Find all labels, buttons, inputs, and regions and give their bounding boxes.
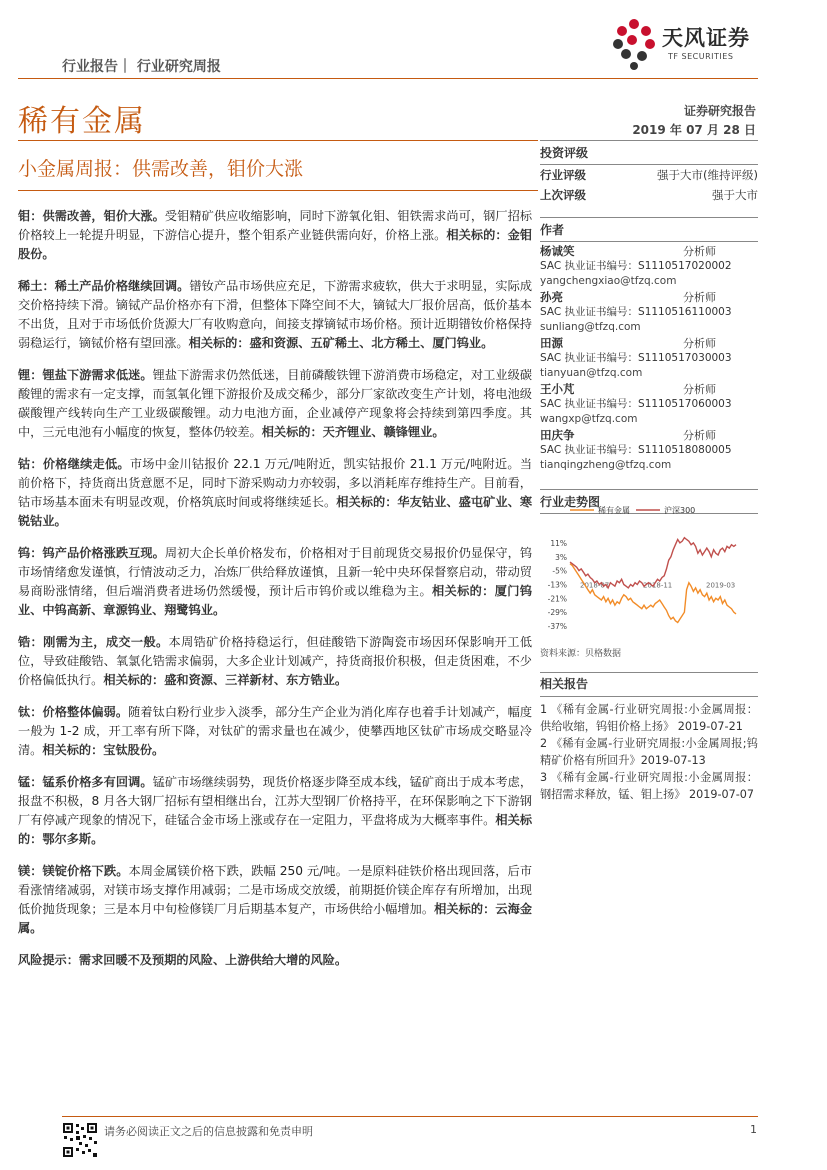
- footer-disclaimer[interactable]: 请务必阅读正文之后的信息披露和免责申明: [104, 1125, 313, 1138]
- paragraph-magnesium: 镁：镁锭价格下跌。本周金属镁价格下跌，跌幅 250 元/吨。一是原料硅铁价格出现回落，后市看涨情绪减弱，对镁市场支撑作用减弱；二是市场成交放缓，前期挺价镁企库存有所增加，出现低价抛货现象；三是本月中旬检修镁厂月后期基本复产，市场供给小幅增加。相关标的：云海金属。: [18, 864, 533, 935]
- sidebar-divider: [540, 696, 758, 697]
- author-role: 分析师: [683, 383, 716, 396]
- author-name: 杨诚笑: [540, 244, 575, 258]
- rating-heading: 投资评级: [540, 146, 589, 160]
- author-sac: SAC 执业证书编号：S1110516110003: [540, 306, 732, 318]
- sector-name: 稀有金属: [18, 104, 146, 139]
- author-email[interactable]: wangxp@tfzq.com: [540, 413, 638, 425]
- author-email[interactable]: sunliang@tfzq.com: [540, 321, 641, 333]
- author-sac: SAC 执业证书编号：S1110517020002: [540, 260, 732, 272]
- author-role: 分析师: [683, 429, 716, 442]
- author-sac: SAC 执业证书编号：S1110517060003: [540, 398, 732, 410]
- paragraph-molybdenum: 钼：供需改善，钼价大涨。受钼精矿供应收缩影响，同时下游氧化钼、钼铁需求尚可，钢厂招标价格较上一轮提升明显，下游信心提升，整个钼系产业链供需向好，价格上涨。相关标的：金钼股份。: [18, 209, 533, 261]
- author-name: 王小芃: [540, 382, 575, 396]
- x-tick-label: 2018-11: [643, 581, 673, 590]
- author-entry: [540, 382, 758, 426]
- x-tick-label: 2019-03: [706, 581, 736, 590]
- legend-label: 沪深300: [664, 506, 696, 515]
- sidebar-divider: [540, 241, 758, 242]
- report-category: 行业报告｜ 行业研究周报: [62, 59, 221, 75]
- report-title: 小金属周报：供需改善，钼价大涨: [18, 158, 304, 180]
- related-report-item[interactable]: 3 《稀有金属-行业研究周报:小金属周报：钢招需求释放，锰、钼上扬》 2019-07-07: [540, 771, 758, 801]
- paragraph-rare-earth: 稀土：稀土产品价格继续回调。镨钕产品市场供应充足，下游需求疲软，供大于求明显，实际成交价格持续下滑。镝铽产品价格亦有下滑，但整体下降空间不大，镝铽大厂报价居高，低价基本不出货，且对于市场低价货源大厂有收购意向，间接支撑镝铽市场价格。预计近期镨钕价格保持弱稳运行，镝铽价格有望回涨。相关标的：盛和资源、五矿稀土、北方稀土、厦门钨业。: [18, 279, 533, 350]
- author-name: 孙亮: [540, 290, 563, 304]
- logo-mark-icon: [610, 18, 658, 70]
- report-type: 证券研究报告: [683, 104, 756, 118]
- y-tick-label: -5%: [552, 566, 567, 576]
- paragraph-tungsten: 钨：钨产品价格涨跌互现。周初大企长单价格发布，价格相对于目前现货交易报价仍显保守，钨市场情绪愈发谨慎，行情波动乏力，冶炼厂供给释放谨慎，且新一轮中央环保督察启动，带动贸易商盼涨情绪，但后端消费者进场仍然缓慢，预计后市钨价或以维稳为主。相关标的：厦门钨业、中钨高新、章源钨业、翔鹭钨业。: [18, 546, 533, 617]
- author-entry: [540, 290, 758, 334]
- rating-row: 上次评级 强于大市: [540, 188, 758, 202]
- author-entry: [540, 244, 758, 288]
- author-entry: [540, 428, 758, 472]
- related-report-item[interactable]: 2 《稀有金属-行业研究周报:小金属周报;钨精矿价格有所回升》2019-07-13: [540, 737, 758, 767]
- footer-divider: [62, 1116, 758, 1117]
- y-tick-label: -21%: [547, 594, 567, 604]
- risk-warning: 风险提示：需求回暖不及预期的风险、上游供给大增的风险。: [18, 953, 348, 967]
- paragraph-lithium: 锂：锂盐下游需求低迷。锂盐下游需求仍然低迷，目前磷酸铁锂下游消费市场稳定，对工业级碳酸锂的需求有一定支撑，而氢氧化锂下游报价及成交稀少，部分厂家欲改变生产计划，将电池级碳酸锂产线转向生产工业级碳酸锂。动力电池方面，企业减停产现象将会持续到第四季度。其中，三元电池有小幅度的恢复，整体仍较差。相关标的：天齐锂业、赣锋锂业。: [18, 368, 533, 439]
- author-entry: [540, 336, 758, 380]
- related-reports: [540, 672, 758, 803]
- tf-securities-logo: [610, 18, 770, 74]
- related-heading: 相关报告: [540, 677, 589, 691]
- paragraph-manganese: 锰：锰系价格多有回调。锰矿市场继续弱势，现货价格逐步降至成本线，锰矿商出于成本考虑，报盘不积极，8 月各大钢厂招标有望相继出台，江苏大型钢厂价格持平，在环保影响之下下游钢厂有停减产现象的情况下，硅锰合金市场上涨或存在一定阻力，平盘将成为大概率事件。相关标的：鄂尔多斯。: [18, 775, 533, 846]
- series-line: [570, 538, 736, 588]
- qr-code-icon: [62, 1122, 98, 1158]
- chart-heading: 行业走势图: [540, 495, 601, 509]
- report-date: 2019 年 07 月 28 日: [632, 123, 756, 137]
- author-sac: SAC 执业证书编号：S1110517030003: [540, 352, 732, 364]
- author-email[interactable]: tianyuan@tfzq.com: [540, 367, 643, 379]
- y-tick-label: 3%: [555, 552, 567, 562]
- y-tick-label: -29%: [547, 608, 567, 618]
- sidebar: [540, 140, 758, 514]
- y-tick-label: -37%: [547, 622, 567, 631]
- series-line: [570, 564, 736, 623]
- x-tick-label: 2018-07: [580, 581, 610, 590]
- header-divider: [18, 78, 758, 79]
- title-divider-bottom: [18, 190, 538, 191]
- author-name: 田源: [540, 336, 563, 350]
- title-divider-top: [18, 140, 538, 141]
- main-content: [18, 207, 532, 970]
- author-role: 分析师: [683, 245, 716, 258]
- logo-english-name: TF SECURITIES: [668, 52, 734, 61]
- page-number: 1: [750, 1123, 757, 1136]
- authors-heading: 作者: [540, 223, 565, 237]
- y-tick-label: -13%: [547, 580, 567, 590]
- related-report-item[interactable]: 1 《稀有金属-行业研究周报:小金属周报：供给收缩，钨钼价格上扬》 2019-07-21: [540, 703, 758, 733]
- legend-label: 稀有金属: [598, 506, 630, 515]
- author-name: 田庆争: [540, 428, 575, 442]
- author-role: 分析师: [683, 337, 716, 350]
- trend-chart-svg: [540, 500, 758, 645]
- paragraph-titanium: 钛：价格整体偏弱。随着钛白粉行业步入淡季，部分生产企业为消化库存也着手计划减产，幅度一般为 1-2 成，开工率有所下降，对钛矿的需求量也在减少，使攀西地区钛矿市场成交略显冷清。相关标的：宝钛股份。: [18, 705, 533, 757]
- author-email[interactable]: tianqingzheng@tfzq.com: [540, 459, 672, 471]
- chart-source: 资料来源：贝格数据: [540, 649, 622, 659]
- author-email[interactable]: yangchengxiao@tfzq.com: [540, 275, 677, 287]
- y-tick-label: 11%: [550, 538, 567, 548]
- paragraph-zirconium: 锆：刚需为主，成交一般。本周锆矿价格持稳运行，但硅酸锆下游陶瓷市场因环保影响开工低位，导致硅酸锆、氧氯化锆需求偏弱，大多企业计划减产，持货商报价积极，但走货困难，不少价格偏低执行。相关标的：盛和资源、三祥新材、东方锆业。: [18, 635, 533, 687]
- industry-trend-chart: [540, 500, 758, 660]
- author-role: 分析师: [683, 291, 716, 304]
- logo-chinese-name: 天风证券: [662, 26, 750, 50]
- paragraph-cobalt: 钴：价格继续走低。市场中金川钴报价 22.1 万元/吨附近，凯实钴报价 21.1 万元/吨附近。当前价格下，持货商出货意愿不足，同时下游采购动力亦较弱，多以消耗库存维持生产。目前看，钴市场基本面未有明显改观，价格筑底时间或将继续延长。相关标的：华友钴业、盛屯矿业、寒锐钴业。: [18, 457, 533, 528]
- author-sac: SAC 执业证书编号：S1110518080005: [540, 444, 732, 456]
- rating-row: 行业评级 强于大市(维持评级): [540, 168, 758, 182]
